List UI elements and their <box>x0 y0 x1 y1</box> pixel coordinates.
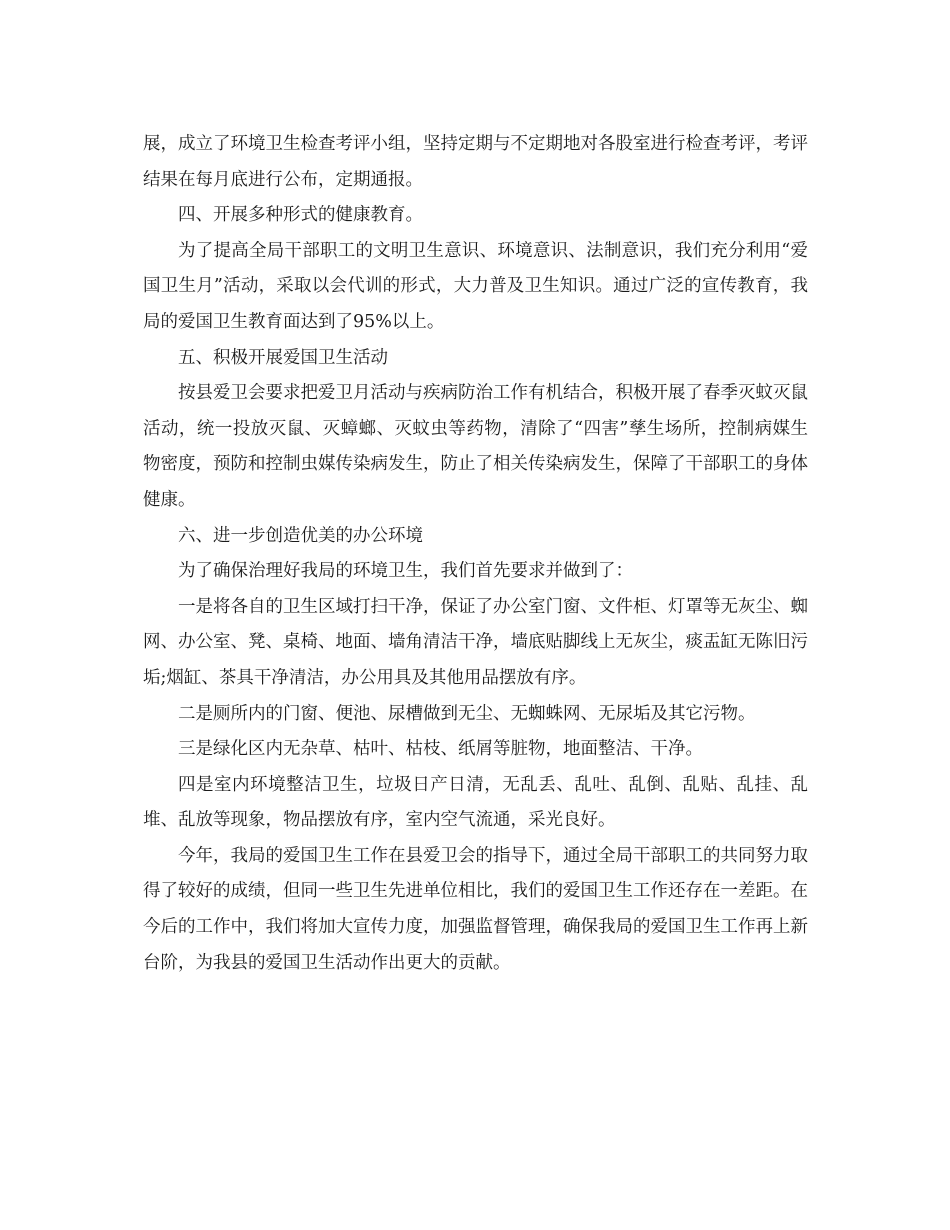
section-heading-4: 四、开展多种形式的健康教育。 <box>178 205 423 226</box>
paragraph: 为了提高全局干部职工的文明卫生意识、环境意识、法制意识，我们充分利用“爱国卫生月”活动，采取以会代训的形式，大力普及卫生知识。通过广泛的宣传教育，我局的爱国卫生教育面达到了95%以上。 <box>143 240 808 332</box>
section-heading-5: 五、积极开展爱国卫生活动 <box>178 347 388 368</box>
document-page <box>143 127 808 981</box>
paragraph: 今年，我局的爱国卫生工作在县爱卫会的指导下，通过全局干部职工的共同努力取得了较好的成绩，但同一些卫生先进单位相比，我们的爱国卫生工作还存在一差距。在今后的工作中，我们将加大宣传力度，加强监督管理，确保我局的爱国卫生工作再上新台阶，为我县的爱国卫生活动作出更大的贡献。 <box>143 845 808 973</box>
paragraph-continuation: 展，成立了环境卫生检查考评小组，坚持定期与不定期地对各股室进行检查考评，考评结果在每月底进行公布，定期通报。 <box>143 134 808 190</box>
paragraph: 二是厕所内的门窗、便池、尿槽做到无尘、无蜘蛛网、无尿垢及其它污物。 <box>178 703 756 724</box>
paragraph: 按县爱卫会要求把爱卫月活动与疾病防治工作有机结合，积极开展了春季灭蚊灭鼠活动，统一投放灭鼠、灭蟑螂、灭蚊虫等药物，清除了“四害”孳生场所，控制病媒生物密度，预防和控制虫媒传染病发生，防止了相关传染病发生，保障了干部职工的身体健康。 <box>143 383 808 510</box>
paragraph: 一是将各自的卫生区域打扫干净，保证了办公室门窗、文件柜、灯罩等无灰尘、蜘网、办公室、凳、桌椅、地面、墙角清洁干净，墙底贴脚线上无灰尘，痰盂缸无陈旧污垢;烟缸、茶具干净清洁，办公用具及其他用品摆放有序。 <box>143 596 808 688</box>
paragraph: 为了确保治理好我局的环境卫生，我们首先要求并做到了： <box>178 561 633 582</box>
paragraph: 三是绿化区内无杂草、枯叶、枯枝、纸屑等脏物，地面整洁、干净。 <box>178 739 703 760</box>
paragraph: 四是室内环境整洁卫生，垃圾日产日清，无乱丢、乱吐、乱倒、乱贴、乱挂、乱堆、乱放等现象，物品摆放有序，室内空气流通，采光良好。 <box>143 774 808 831</box>
section-heading-6: 六、进一步创造优美的办公环境 <box>178 525 423 546</box>
